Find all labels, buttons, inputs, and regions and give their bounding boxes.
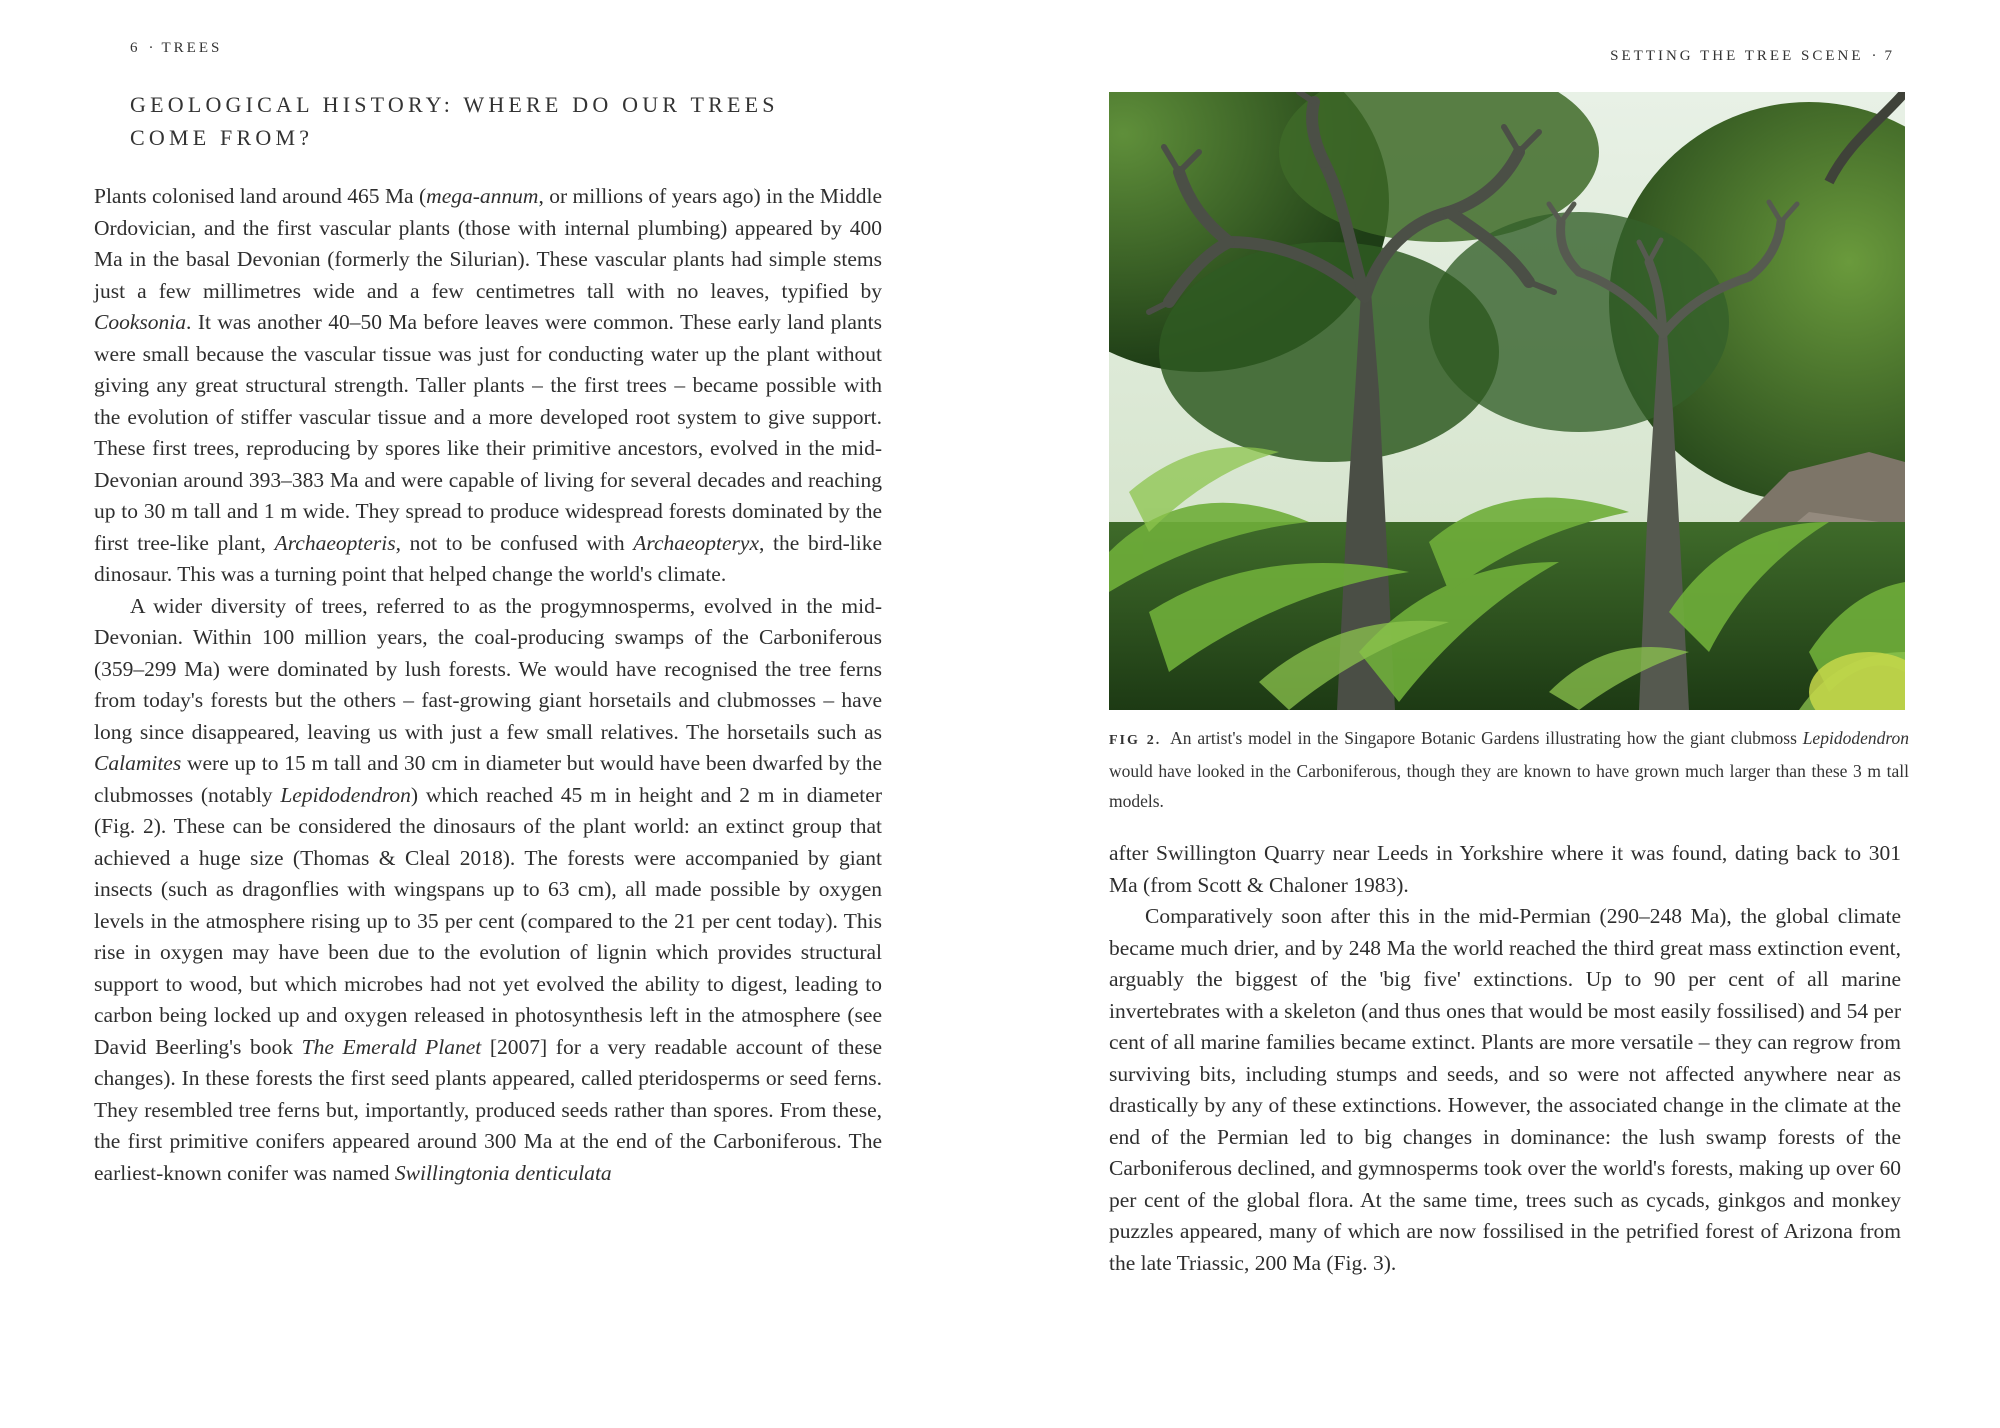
- figure-caption: FIG 2. An artist's model in the Singapore Botanic Gardens illustrating how the giant clubmoss Lepidodendron would have looked in the Carboniferous, though they are known to have grown much larger than these 3 m tall models.: [1109, 728, 1909, 811]
- body-paragraph: Plants colonised land around 465 Ma (mega-annum, or millions of years ago) in the Middle Ordovician, and the first vascular plants (those with internal plumbing) appeared by 400 Ma in the basal Devonian (formerly the Silurian). These vascular plants had simple stems just a few millimetres wide and a few centimetres tall with no leaves, typified by Cooksonia. It was another 40–50 Ma before leaves were common. These early land plants were small because the vascular tissue was just for conducting water up the plant without giving any great structural strength. Taller plants – the first trees – became possible with the evolution of stiffer vascular tissue and a more developed root system to give support. These first trees, reproducing by spores like their primitive ancestors, evolved in the mid-Devonian around 393–383 Ma and were capable of living for several decades and reaching up to 30 m tall and 1 m wide. They spread to produce widespread forests dominated by the first tree-like plant, Archaeopteris, not to be confused with Archaeopteryx, the bird-like dinosaur. This was a turning point that helped change the world's climate.: [94, 184, 882, 586]
- body-paragraph: after Swillington Quarry near Leeds in Yorkshire where it was found, dating back to 301 Ma (from Scott & Chaloner 1983).: [1109, 841, 1901, 897]
- running-title: TREES: [161, 40, 223, 56]
- left-body-text: [94, 181, 882, 1189]
- right-body-text: [1109, 838, 1901, 1279]
- running-title: SETTING THE TREE SCENE: [1610, 48, 1864, 64]
- running-head-separator: ·: [148, 40, 154, 56]
- body-paragraph: A wider diversity of trees, referred to as the progymnosperms, evolved in the mid-Devonian. Within 100 million years, the coal-producing swamps of the Carboniferous (359–299 Ma) were dominated by lush forests. We would have recognised the tree ferns from today's forests but the others – fast-growing giant horsetails and clubmosses – have long since disappeared, leaving us with just a few small relatives. The horsetails such as Calamites were up to 15 m tall and 30 cm in diameter but would have been dwarfed by the clubmosses (notably Lepidodendron) which reached 45 m in height and 2 m in diameter (Fig. 2). These can be considered the dinosaurs of the plant world: an extinct group that achieved a huge size (Thomas & Cleal 2018). The forests were accompanied by giant insects (such as dragonflies with wingspans up to 63 cm), all made possible by oxygen levels in the atmosphere rising up to 35 per cent (compared to the 21 per cent today). This rise in oxygen may have been due to the evolution of lignin which provides structural support to wood, but which microbes had not yet evolved the ability to digest, leading to carbon being locked up and oxygen released in photosynthesis left in the atmosphere (see David Beerling's book The Emerald Planet [2007] for a very readable account of these changes). In these forests the first seed plants appeared, called pteridosperms or seed ferns. They resembled tree ferns but, importantly, produced seeds rather than spores. From these, the first primitive conifers appeared around 300 Ma at the end of the Carboniferous. The earliest-known conifer was named Swillingtonia denticulata: [94, 593, 883, 1185]
- section-heading: [130, 88, 850, 154]
- section-heading-line1: GEOLOGICAL HISTORY: WHERE DO OUR TREES: [130, 92, 779, 117]
- page-number: 7: [1884, 48, 1895, 64]
- figure-photo-lepidodendron: [1109, 92, 1905, 710]
- running-head-left: [130, 40, 222, 57]
- figure-label: FIG 2.: [1109, 733, 1162, 748]
- running-head-right: [1610, 48, 1895, 65]
- forest-photo-illustration: [1109, 92, 1905, 710]
- running-head-separator: ·: [1871, 48, 1877, 64]
- right-page: [1000, 0, 2000, 1428]
- page-number: 6: [130, 40, 141, 56]
- body-paragraph: Comparatively soon after this in the mid-Permian (290–248 Ma), the global climate became much drier, and by 248 Ma the world reached the third great mass extinction event, arguably the biggest of the 'big five' extinctions. Up to 90 per cent of all marine invertebrates with a skeleton (and thus ones that would be most easily fossilised) and 54 per cent of all marine families became extinct. Plants are more versatile – they can regrow from surviving bits, including stumps and seeds, and so were not affected anywhere near as drastically by any of these extinctions. However, the associated change in the climate at the end of the Permian led to big changes in dominance: the lush swamp forests of the Carboniferous declined, and gymnosperms took over the world's forests, making up over 60 per cent of the global flora. At the same time, trees such as cycads, ginkgos and monkey puzzles appeared, many of which are now fossilised in the petrified forest of Arizona from the late Triassic, 200 Ma (Fig. 3).: [1109, 904, 1901, 1275]
- section-heading-line2: COME FROM?: [130, 125, 314, 150]
